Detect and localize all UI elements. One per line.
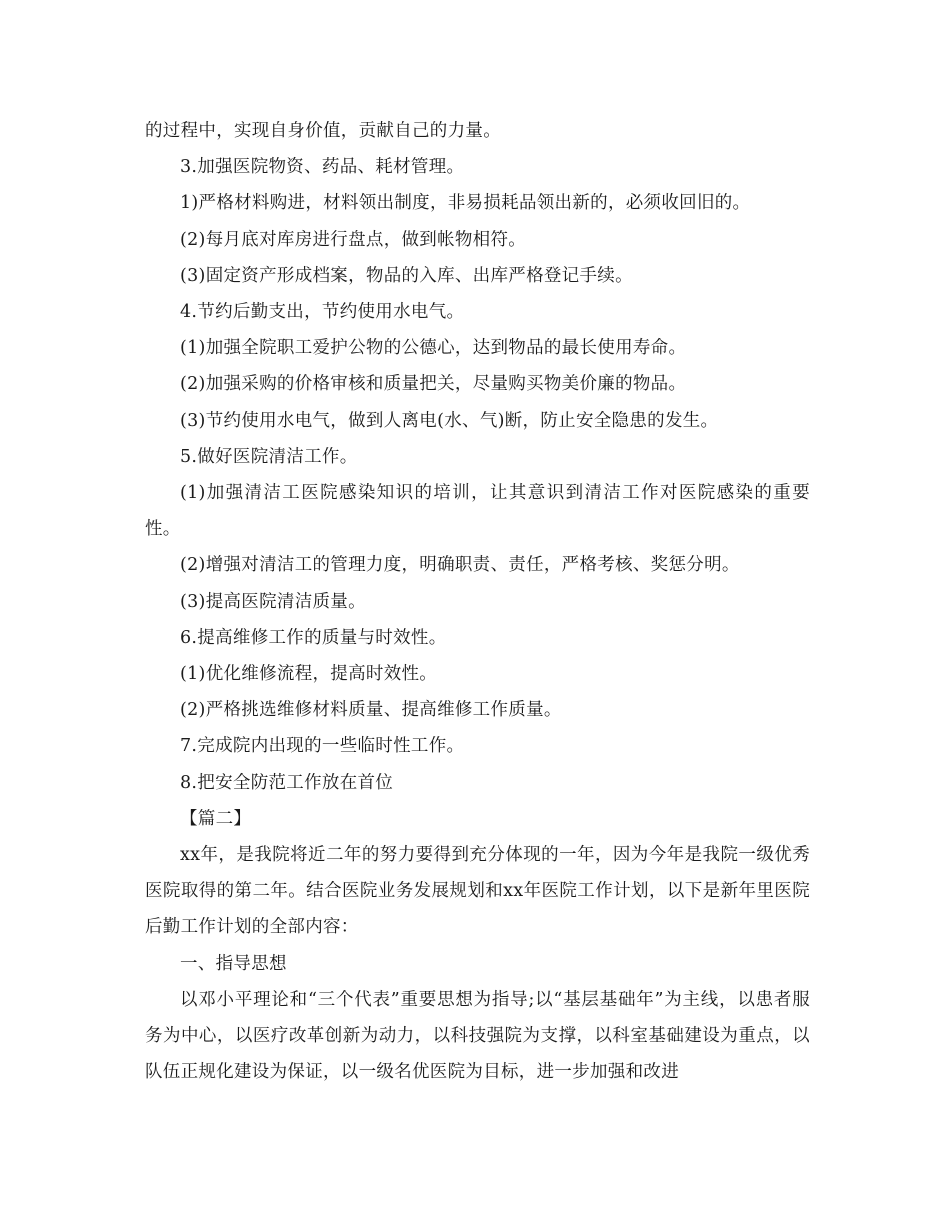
paragraph-item-3-3: (3)固定资产形成档案，物品的入库、出库严格登记手续。 xyxy=(180,265,633,286)
paragraph-intro: xx年，是我院将近二年的努力要得到充分体现的一年，因为今年是我院一级优秀医院取得的第二年。结合医院业务发展规划和xx年医院工作计划，以下是新年里医院后勤工作计划的全部内容： xyxy=(145,845,810,938)
paragraph-item-4-1: (1)加强全院职工爱护公物的公德心，达到物品的最长使用寿命。 xyxy=(180,338,687,359)
paragraph-continuation: 的过程中，实现自身价值，贡献自己的力量。 xyxy=(145,121,501,141)
paragraph-item-3-1: 1)严格材料购进，材料领出制度，非易损耗品领出新的，必须收回旧的。 xyxy=(180,193,751,214)
document-body xyxy=(145,113,810,1090)
paragraph-item-6-heading: 6.提高维修工作的质量与时效性。 xyxy=(180,627,447,648)
paragraph-item-5-3: (3)提高医院清洁质量。 xyxy=(180,591,366,612)
section-heading-guiding-ideology: 一、指导思想 xyxy=(180,953,287,974)
paragraph-item-4-3: (3)节约使用水电气，做到人离电(水、气)断，防止安全隐患的发生。 xyxy=(180,410,719,431)
paragraph-item-6-1: (1)优化维修流程，提高时效性。 xyxy=(180,664,438,685)
paragraph-item-5-heading: 5.做好医院清洁工作。 xyxy=(180,446,358,467)
paragraph-guiding-ideology: 以邓小平理论和“三个代表”重要思想为指导;以“基层基础年”为主线，以患者服务为中心，以医疗改革创新为动力，以科技强院为支撑，以科室基础建设为重点，以队伍正规化建设为保证，以一级名优医院为目标，进一步加强和改进 xyxy=(145,989,810,1083)
paragraph-item-5-1: (1)加强清洁工医院感染知识的培训，让其意识到清洁工作对医院感染的重要性。 xyxy=(145,483,810,540)
section-heading-part-two: 【篇二】 xyxy=(180,808,252,829)
paragraph-item-5-2: (2)增强对清洁工的管理力度，明确职责、责任，严格考核、奖惩分明。 xyxy=(180,555,740,576)
paragraph-item-4-2: (2)加强采购的价格审核和质量把关，尽量购买物美价廉的物品。 xyxy=(180,374,687,395)
paragraph-item-8: 8.把安全防范工作放在首位 xyxy=(180,772,394,793)
paragraph-item-3-2: (2)每月底对库房进行盘点，做到帐物相符。 xyxy=(180,229,527,250)
paragraph-item-3-heading: 3.加强医院物资、药品、耗材管理。 xyxy=(180,157,465,178)
paragraph-item-6-2: (2)严格挑选维修材料质量、提高维修工作质量。 xyxy=(180,700,562,721)
paragraph-item-4-heading: 4.节约后勤支出，节约使用水电气。 xyxy=(180,302,465,323)
paragraph-item-7: 7.完成院内出现的一些临时性工作。 xyxy=(180,736,465,757)
